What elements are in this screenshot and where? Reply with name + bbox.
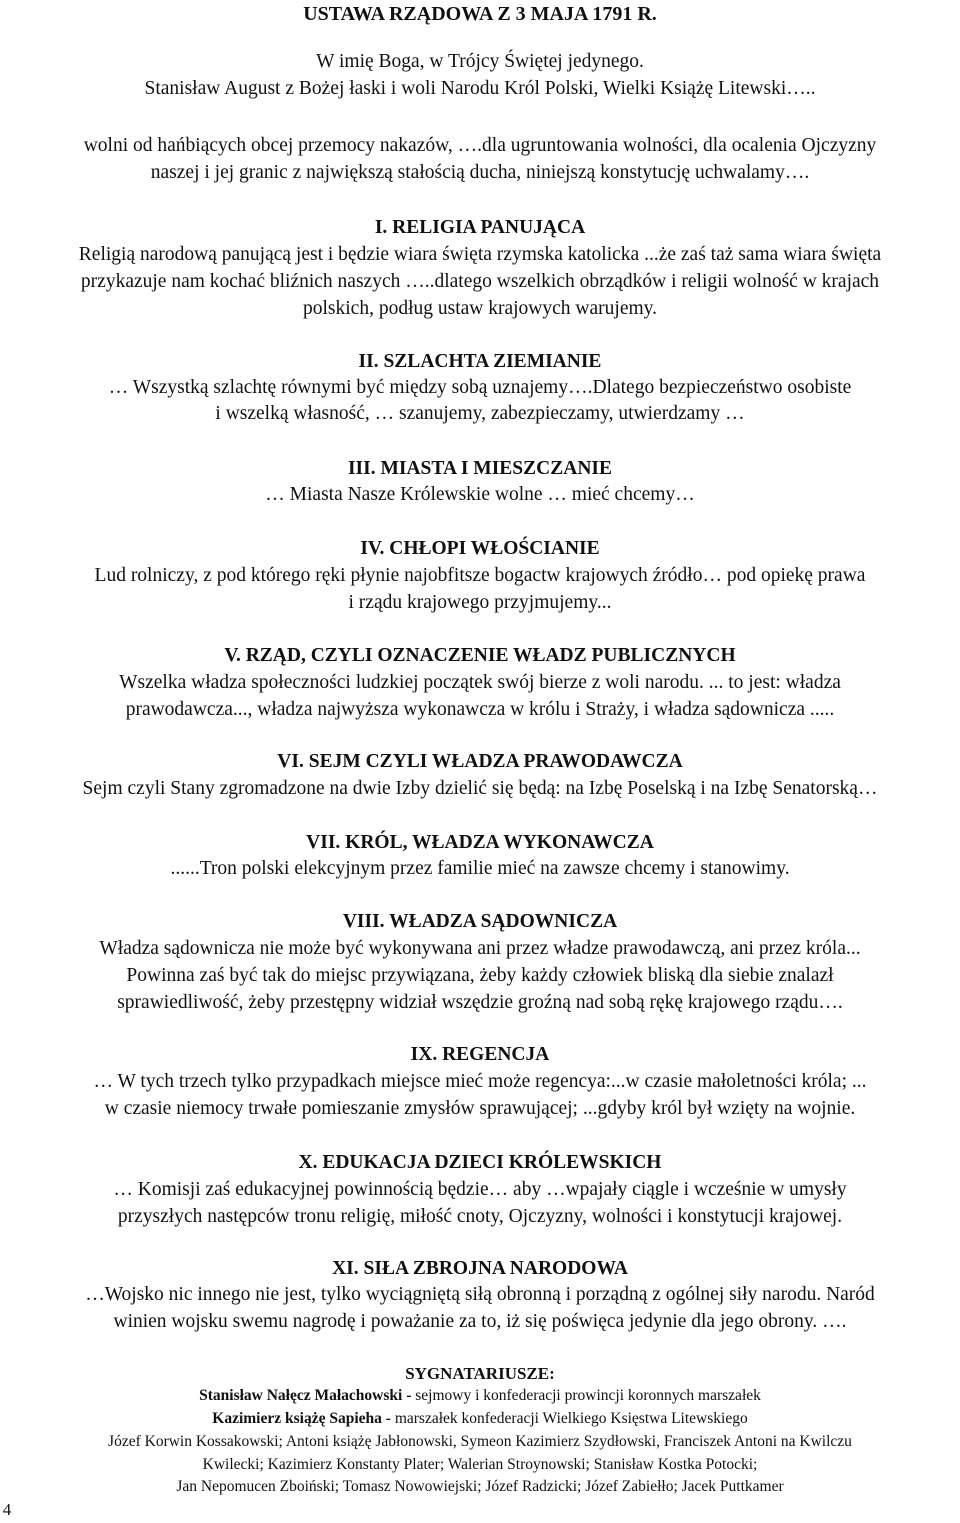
section-text-line: … W tych trzech tylko przypadkach miejsce mieć może regencya:...w czasie małoletności króla; ... — [93, 1071, 867, 1092]
signatory-name: Kazimierz książę Sapieha - — [212, 1410, 391, 1427]
section-text-line: w czasie niemocy trwałe pomieszanie zmysłów sprawującej; ...gdyby król był wzięty na wojnie. — [104, 1098, 856, 1119]
signatory-description: sejmowy i konfederacji prowincji koronnych marszałek — [411, 1387, 761, 1404]
intro-line-1: W imię Boga, w Trójcy Świętej jedynego. — [316, 51, 644, 72]
section-text-line: polskich, podług ustaw krajowych warujemy. — [303, 298, 657, 319]
section-heading: III. MIASTA I MIESZCZANIE — [347, 458, 613, 479]
page-number: 4 — [2, 1500, 12, 1519]
document-title: USTAWA RZĄDOWA Z 3 MAJA 1791 R. — [303, 3, 657, 25]
signatory-description: marszałek konfederacji Wielkiego Księstwa Litewskiego — [390, 1410, 748, 1427]
section-heading: V. RZĄD, CZYLI OZNACZENIE WŁADZ PUBLICZNYCH — [224, 645, 736, 666]
signatory-name: Stanisław Nałęcz Małachowski - — [199, 1387, 412, 1404]
section-text-line: przyszłych następców tronu religię, miłość cnoty, Ojczyzny, wolności i konstytucji krajowej. — [117, 1206, 843, 1227]
intro-line-2: Stanisław August z Bożej łaski i woli Narodu Król Polski, Wielki Książę Litewski….. — [144, 78, 816, 99]
section-text-line: winien wojsku swemu nagrodę i poważanie za to, iż się poświęca jedynie dla jego obrony. …. — [113, 1311, 847, 1332]
section-heading: VII. KRÓL, WŁADZA WYKONAWCZA — [306, 832, 654, 853]
section-heading: VI. SEJM CZYLI WŁADZA PRAWODAWCZA — [277, 751, 683, 772]
section-text-line: Sejm czyli Stany zgromadzone na dwie Izby dzielić się będą: na Izbę Poselską i na Izbę Senatorską… — [82, 778, 878, 799]
signatories-heading: SYGNATARIUSZE: — [405, 1364, 555, 1383]
section-heading: II. SZLACHTA ZIEMIANIE — [358, 351, 602, 372]
section-heading: VIII. WŁADZA SĄDOWNICZA — [342, 911, 618, 932]
section-heading: X. EDUKACJA DZIECI KRÓLEWSKICH — [298, 1152, 662, 1173]
section-text-line: … Komisji zaś edukacyjnej powinnością będzie… aby …wpajały ciągle i wcześnie w umysły — [113, 1179, 847, 1200]
section-text-line: … Wszystką szlachtę równymi być między sobą uznajemy….Dlatego bezpieczeństwo osobiste — [108, 377, 852, 398]
section-heading: IX. REGENCJA — [410, 1044, 550, 1065]
section-heading: I. RELIGIA PANUJĄCA — [374, 217, 586, 238]
section-text-line: prawodawcza..., władza najwyższa wykonawcza w królu i Straży, i władza sądownicza ..... — [125, 699, 835, 720]
section-text-line: sprawiedliwość, żeby przestępny widział wszędzie groźną nad sobą rękę krajowego rządu…. — [117, 992, 843, 1013]
signatory-line-1 — [0, 1386, 960, 1406]
signatory-line-2 — [0, 1409, 960, 1429]
section-text-line: …Wojsko nic innego nie jest, tylko wyciągniętą siłą obronną i porządną z ogólnej siły narodu. Naród — [85, 1284, 875, 1305]
section-text-line: Religią narodową panującą jest i będzie wiara święta rzymska katolicka ...że zaś taż sama wiara święta — [78, 244, 882, 265]
section-text-line: i wszelką własność, … szanujemy, zabezpieczamy, utwierdzamy … — [215, 403, 745, 424]
section-text-line: Lud rolniczy, z pod którego ręki płynie najobfitsze bogactw krajowych źródło… pod opiekę prawa — [94, 565, 866, 586]
section-text-line: Władza sądownicza nie może być wykonywana ani przez władze prawodawczą, ani przez króla... — [99, 938, 861, 959]
section-text-line: ......Tron polski elekcyjnym przez familie mieć na zawsze chcemy i stanowimy. — [170, 858, 790, 879]
signatories-list-line: Kwilecki; Kazimierz Konstanty Plater; Walerian Stroynowski; Stanisław Kostka Potocki; — [202, 1456, 758, 1473]
section-text-line: Powinna zaś być tak do miejsc przywiązana, żeby każdy człowiek bliską dla siebie znalazł — [126, 965, 834, 986]
intro-line-4: naszej i jej granic z największą stałością ducha, niniejszą konstytucję uchwalamy…. — [150, 162, 810, 183]
section-text-line: i rządu krajowego przyjmujemy... — [348, 592, 612, 613]
section-text-line: przykazuje nam kochać bliźnich naszych …..dlatego wszelkich obrządków i religii wolność w krajach — [80, 271, 880, 292]
intro-line-3: wolni od hańbiących obcej przemocy nakazów, ….dla ugruntowania wolności, dla ocalenia Ojczyzny — [83, 135, 877, 156]
section-text-line: Wszelka władza społeczności ludzkiej początek swój bierze z woli narodu. ... to jest: władza — [119, 672, 841, 693]
signatories-list-line: Józef Korwin Kossakowski; Antoni książę Jabłonowski, Symeon Kazimierz Szydłowski, Franciszek Antoni na Kwilczu — [108, 1433, 852, 1450]
signatories-list-line: Jan Nepomucen Zboiński; Tomasz Nowowiejski; Józef Radzicki; Józef Zabiełło; Jacek Puttkamer — [176, 1478, 784, 1495]
section-heading: XI. SIŁA ZBROJNA NARODOWA — [332, 1258, 628, 1279]
section-text-line: … Miasta Nasze Królewskie wolne … mieć chcemy… — [265, 484, 695, 505]
section-heading: IV. CHŁOPI WŁOŚCIANIE — [360, 538, 600, 559]
